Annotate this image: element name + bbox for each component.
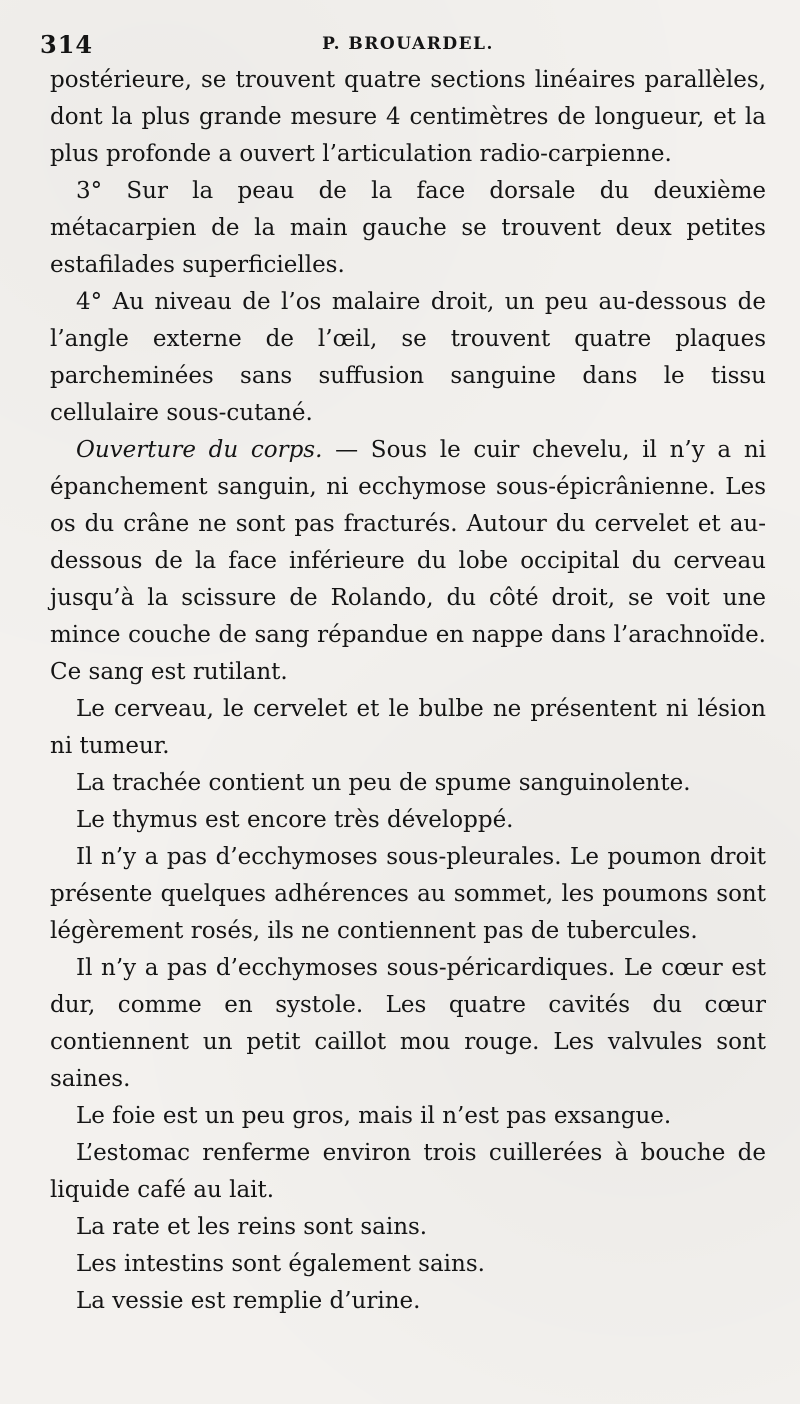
paragraph: postérieure, se trouvent quatre sections linéaires parallèles, dont la plus grande mesure 4 centimètres de longueur, et la plus profonde a ouvert l’articulation radio-carpienne. xyxy=(50,67,766,167)
section-heading: Ouverture du corps. xyxy=(76,437,323,463)
page-header xyxy=(40,28,766,62)
paragraph: Le cerveau, le cervelet et le bulbe ne présentent ni lésion ni tumeur. xyxy=(50,696,766,759)
paragraph: La rate et les reins sont sains. xyxy=(76,1214,428,1240)
paragraph-text: — Sous le cuir chevelu, il n’y a ni épanchement sanguin, ni ecchymose sous-épicrânienne. Les os du crâne ne sont pas fracturés. Autour du cervelet et au-dessous de la face inférieure du lobe occipital du cerveau jusqu’à la scissure de Rolando, du côté droit, se voit une mince couche de sang répandue en nappe dans l’arachnoïde. Ce sang est rutilant. xyxy=(50,437,766,685)
running-head: P. BROUARDEL. xyxy=(322,34,494,54)
paragraph: La trachée contient un peu de spume sanguinolente. xyxy=(76,770,691,796)
page-body xyxy=(50,62,766,1320)
paragraph: Le thymus est encore très développé. xyxy=(76,807,514,833)
paragraph: Les intestins sont également sains. xyxy=(76,1251,485,1277)
paragraph: 3° Sur la peau de la face dorsale du deuxième métacarpien de la main gauche se trouvent deux petites estafilades superficielles. xyxy=(50,178,766,278)
paragraph: L’estomac renferme environ trois cuillerées à bouche de liquide café au lait. xyxy=(50,1140,766,1203)
paragraph xyxy=(50,432,766,691)
page-number: 314 xyxy=(40,30,94,59)
paragraph: La vessie est remplie d’urine. xyxy=(76,1288,421,1314)
paragraph: Il n’y a pas d’ecchymoses sous-péricardiques. Le cœur est dur, comme en systole. Les quatre cavités du cœur contiennent un petit caillot mou rouge. Les valvules sont saines. xyxy=(50,955,766,1092)
paragraph: Il n’y a pas d’ecchymoses sous-pleurales. Le poumon droit présente quelques adhérences au sommet, les poumons sont légèrement rosés, ils ne contiennent pas de tubercules. xyxy=(50,844,766,944)
paragraph: 4° Au niveau de l’os malaire droit, un peu au-dessous de l’angle externe de l’œil, se trouvent quatre plaques parcheminées sans suffusion sanguine dans le tissu cellulaire sous-cutané. xyxy=(50,289,766,426)
paragraph: Le foie est un peu gros, mais il n’est pas exsangue. xyxy=(76,1103,672,1129)
